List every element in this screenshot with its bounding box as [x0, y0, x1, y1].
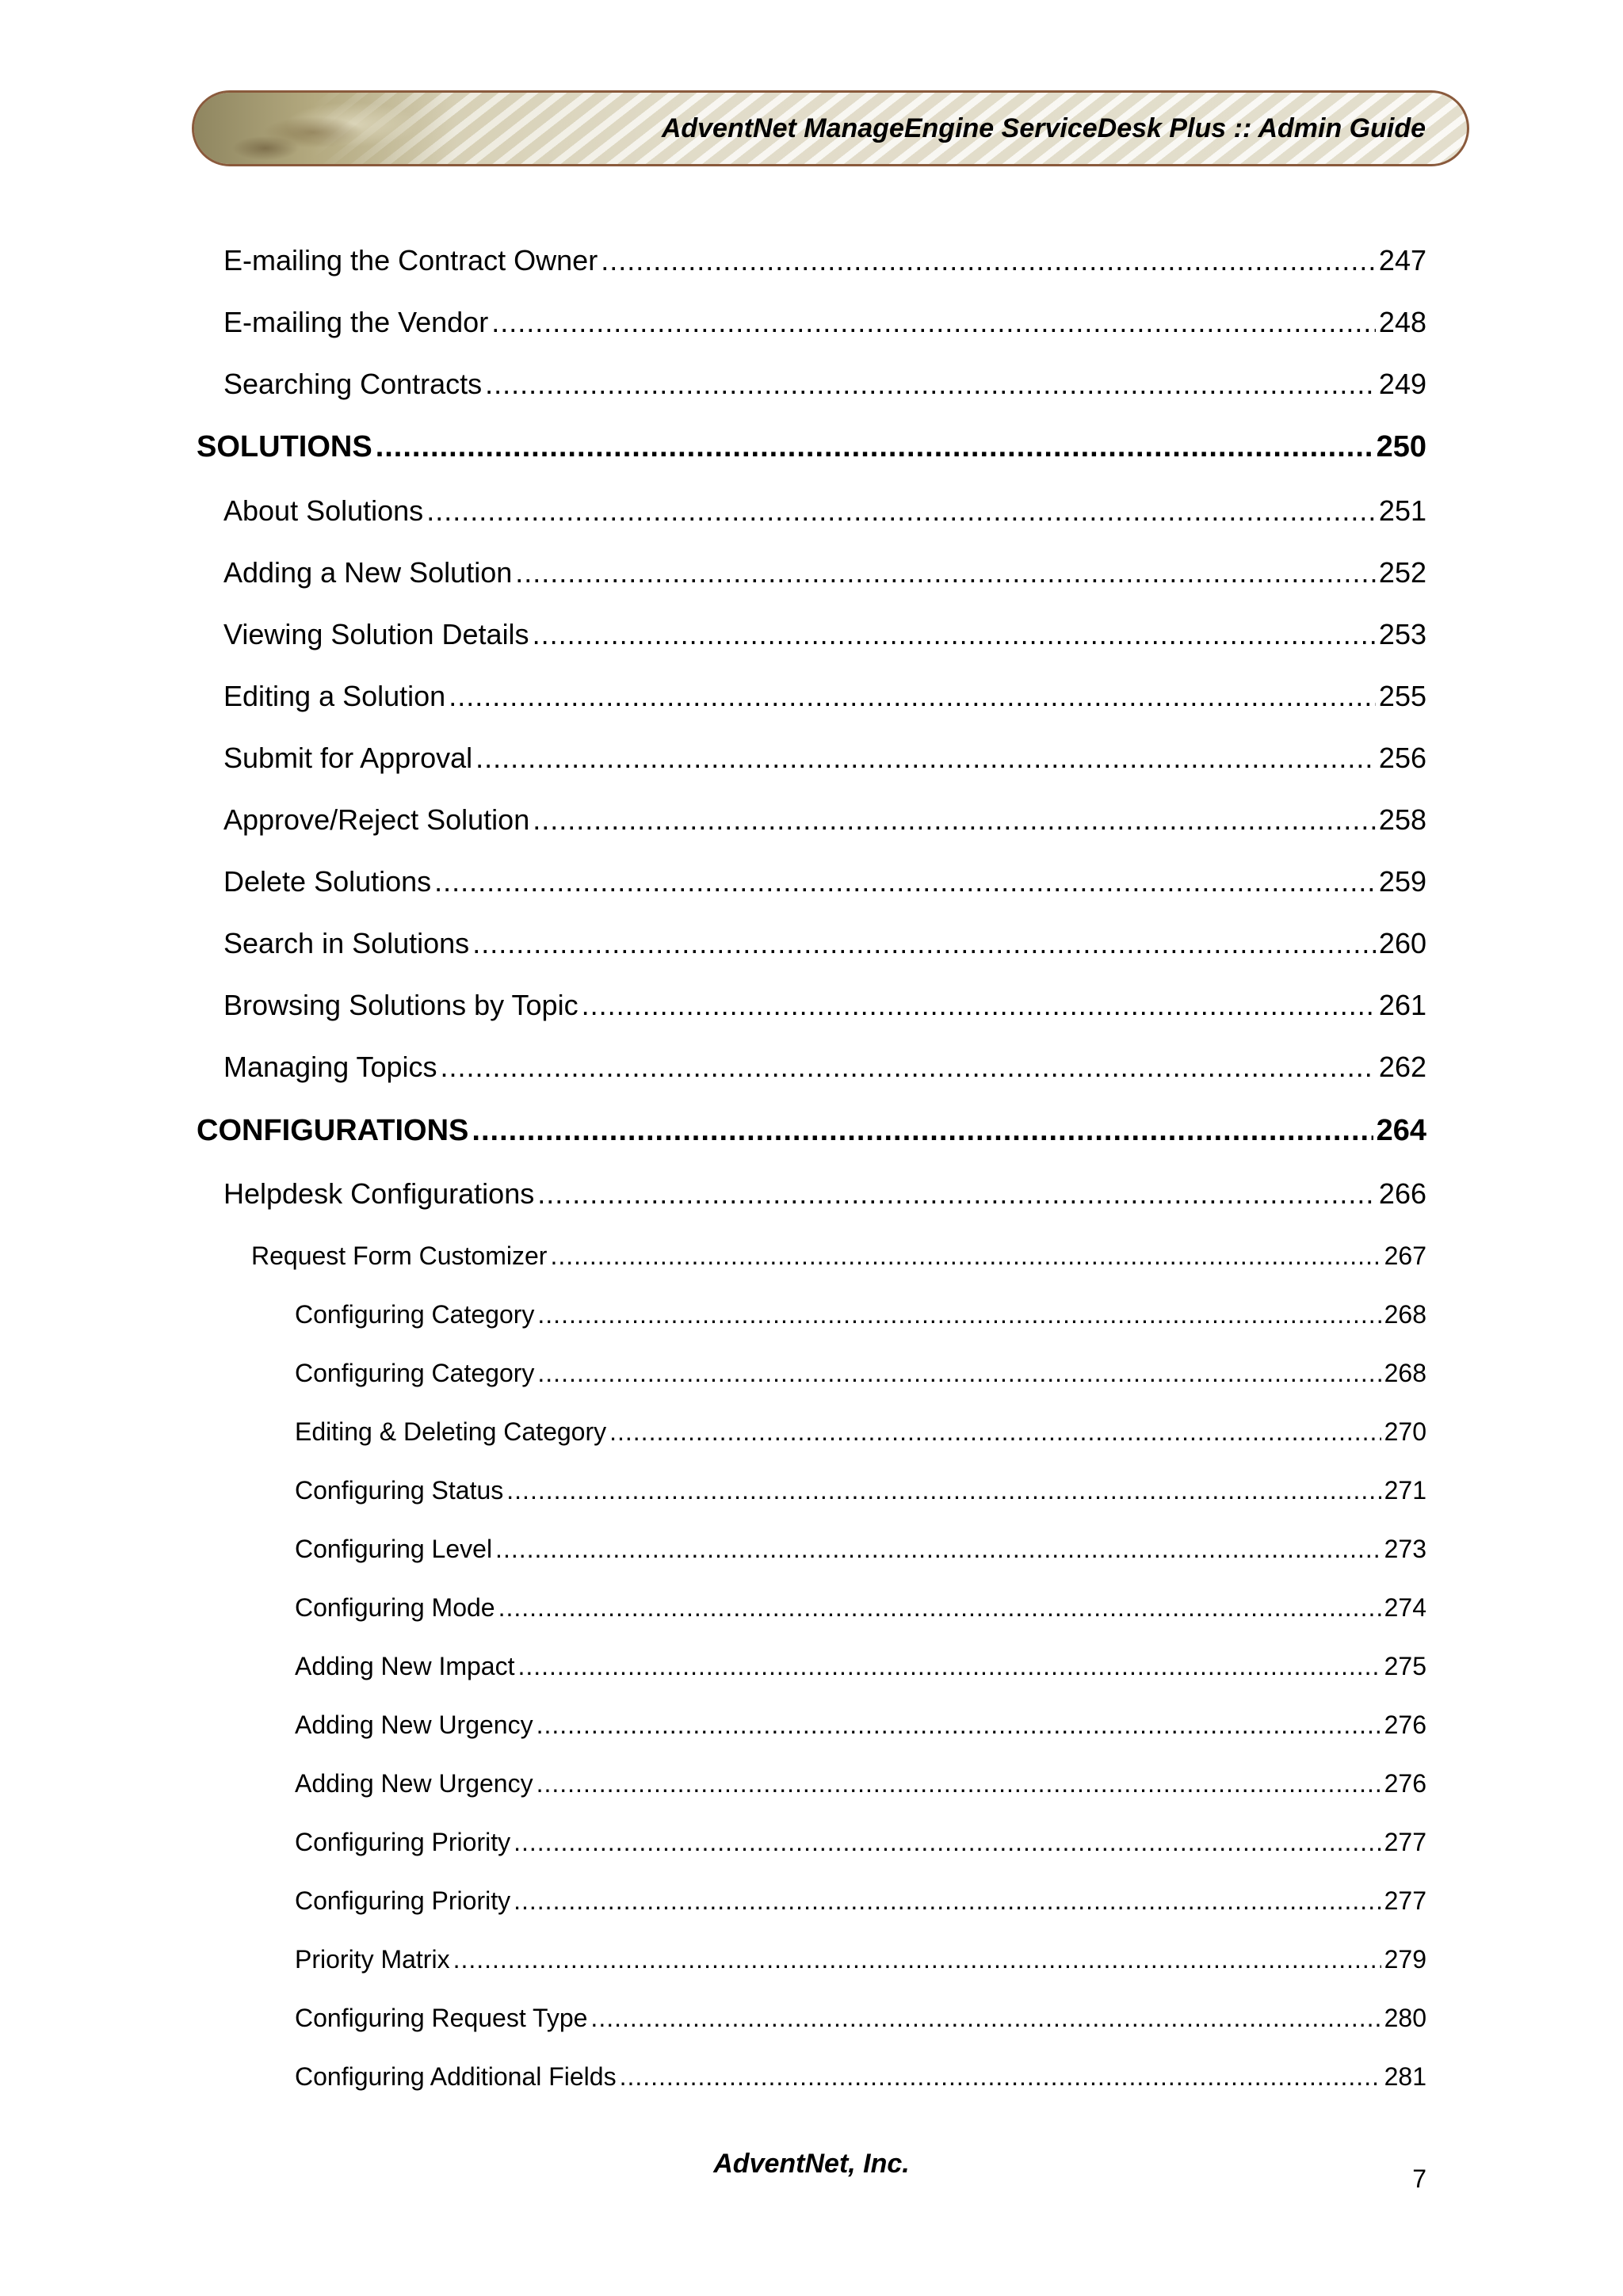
toc-entry[interactable]	[223, 368, 1426, 401]
toc-entry-page: 264	[1376, 1114, 1426, 1147]
toc-entry[interactable]	[295, 1652, 1426, 1681]
toc-entry[interactable]	[295, 1300, 1426, 1329]
toc-entry-page: 273	[1384, 1535, 1426, 1563]
header-banner	[192, 90, 1469, 166]
toc-entry-label: Search in Solutions	[223, 927, 470, 959]
toc-entry-page: 281	[1384, 2062, 1426, 2091]
toc-entry-label: Configuring Mode	[295, 1593, 495, 1622]
toc-entry-page: 252	[1378, 556, 1426, 589]
toc-entry-label: Helpdesk Configurations	[223, 1177, 535, 1210]
toc-entry-label: Configuring Priority	[295, 1828, 511, 1856]
toc-entry[interactable]	[223, 742, 1426, 775]
dot-leader	[537, 1769, 1381, 1798]
dot-leader	[426, 494, 1376, 528]
toc-entry[interactable]	[223, 494, 1426, 528]
toc-entry-label: Configuring Request Type	[295, 2004, 588, 2032]
toc-section-heading[interactable]	[197, 1114, 1426, 1148]
toc-entry-label: E-mailing the Contract Owner	[223, 244, 598, 277]
toc-entry[interactable]	[223, 803, 1426, 837]
toc-entry-page: 258	[1378, 803, 1426, 836]
toc-entry-page: 279	[1384, 1945, 1426, 1974]
banner-decorative-image	[194, 93, 456, 164]
toc-entry-page: 276	[1384, 1769, 1426, 1798]
toc-entry[interactable]	[295, 1945, 1426, 1974]
toc-entry[interactable]	[295, 1535, 1426, 1564]
toc-entry[interactable]	[295, 1417, 1426, 1447]
dot-leader	[441, 1051, 1376, 1084]
toc-entry-label: About Solutions	[223, 494, 424, 527]
toc-entry[interactable]	[295, 2062, 1426, 2092]
toc-entry-label: Configuring Priority	[295, 1886, 511, 1915]
toc-entry-label: Request Form Customizer	[251, 1241, 548, 1270]
dot-leader	[537, 1711, 1381, 1740]
toc-entry-page: 260	[1378, 927, 1426, 959]
toc-entry-page: 261	[1378, 989, 1426, 1021]
toc-entry[interactable]	[223, 1177, 1426, 1211]
toc-entry[interactable]	[295, 1476, 1426, 1505]
toc-entry-page: 266	[1378, 1177, 1426, 1210]
toc-entry-label: Adding a New Solution	[223, 556, 513, 589]
toc-entry-label: Editing a Solution	[223, 680, 446, 712]
toc-entry-page: 259	[1378, 865, 1426, 898]
toc-entry-page: 268	[1384, 1300, 1426, 1329]
toc-entry-label: Configuring Level	[295, 1535, 493, 1563]
toc-entry-page: 249	[1378, 368, 1426, 400]
dot-leader	[582, 989, 1376, 1022]
toc-entry-page: 275	[1384, 1652, 1426, 1680]
toc-entry-page: 253	[1378, 618, 1426, 650]
footer-company-name: AdventNet, Inc.	[713, 2149, 910, 2179]
toc-entry-label: Submit for Approval	[223, 742, 473, 774]
toc-entry[interactable]	[223, 618, 1426, 651]
dot-leader	[475, 742, 1376, 775]
toc-entry-page: 270	[1384, 1417, 1426, 1446]
toc-entry[interactable]	[295, 1886, 1426, 1916]
dot-leader	[491, 306, 1376, 339]
toc-entry-page: 267	[1384, 1241, 1426, 1270]
dot-leader	[537, 1300, 1381, 1329]
toc-entry-page: 256	[1378, 742, 1426, 774]
dot-leader	[472, 1114, 1373, 1148]
dot-leader	[515, 556, 1376, 589]
toc-entry[interactable]	[223, 865, 1426, 898]
dot-leader	[453, 1945, 1381, 1974]
toc-entry-label: Delete Solutions	[223, 865, 432, 898]
dot-leader	[537, 1359, 1381, 1388]
toc-entry[interactable]	[295, 1359, 1426, 1388]
toc-entry[interactable]	[295, 1593, 1426, 1623]
toc-entry-page: 277	[1384, 1886, 1426, 1915]
dot-leader	[550, 1241, 1381, 1271]
dot-leader	[620, 2062, 1381, 2092]
dot-leader	[434, 865, 1376, 898]
toc-entry-label: Browsing Solutions by Topic	[223, 989, 579, 1021]
toc-entry-page: 271	[1384, 1476, 1426, 1505]
dot-leader	[506, 1476, 1381, 1505]
toc-entry-label: Configuring Additional Fields	[295, 2062, 617, 2091]
toc-entry[interactable]	[223, 927, 1426, 960]
toc-entry[interactable]	[223, 989, 1426, 1022]
toc-entry-page: 268	[1384, 1359, 1426, 1387]
toc-entry[interactable]	[223, 306, 1426, 339]
dot-leader	[601, 244, 1376, 277]
dot-leader	[498, 1593, 1381, 1623]
dot-leader	[495, 1535, 1381, 1564]
toc-entry-label: Adding New Impact	[295, 1652, 515, 1680]
toc-entry-page: 250	[1376, 430, 1426, 463]
toc-entry-label: E-mailing the Vendor	[223, 306, 489, 338]
toc-entry[interactable]	[223, 556, 1426, 589]
toc-entry-page: 248	[1378, 306, 1426, 338]
toc-entry-label: Adding New Urgency	[295, 1769, 533, 1798]
toc-entry-label: Configuring Category	[295, 1359, 535, 1387]
toc-entry-page: 247	[1378, 244, 1426, 277]
toc-entry[interactable]	[295, 2004, 1426, 2033]
toc-entry-label: Adding New Urgency	[295, 1711, 533, 1739]
toc-entry-page: 274	[1384, 1593, 1426, 1622]
toc-entry[interactable]	[295, 1769, 1426, 1798]
toc-entry-label: Configuring Category	[295, 1300, 535, 1329]
toc-entry-page: 251	[1378, 494, 1426, 527]
dot-leader	[449, 680, 1376, 713]
toc-entry-page: 255	[1378, 680, 1426, 712]
toc-entry[interactable]	[295, 1828, 1426, 1857]
toc-entry-label: Managing Topics	[223, 1051, 437, 1083]
toc-entry-page: 262	[1378, 1051, 1426, 1083]
toc-entry-page: 276	[1384, 1711, 1426, 1739]
toc-entry-page: 280	[1384, 2004, 1426, 2032]
document-title: AdventNet ManageEngine ServiceDesk Plus :: Admin Guide	[661, 113, 1426, 143]
toc-entry[interactable]	[295, 1711, 1426, 1740]
toc-section-heading[interactable]	[197, 430, 1426, 464]
dot-leader	[533, 618, 1376, 651]
toc-entry[interactable]	[223, 244, 1426, 277]
toc-entry-label: Viewing Solution Details	[223, 618, 529, 650]
toc-entry[interactable]	[223, 1051, 1426, 1084]
dot-leader	[609, 1417, 1381, 1447]
toc-entry-page: 277	[1384, 1828, 1426, 1856]
toc-entry-label: Configuring Status	[295, 1476, 504, 1505]
toc-entry-label: CONFIGURATIONS	[197, 1114, 469, 1147]
dot-leader	[517, 1652, 1381, 1681]
toc-entry-label: Editing & Deleting Category	[295, 1417, 607, 1446]
toc-entry-label: Priority Matrix	[295, 1945, 450, 1974]
dot-leader	[537, 1177, 1376, 1211]
dot-leader	[590, 2004, 1381, 2033]
toc-entry-label: SOLUTIONS	[197, 430, 372, 463]
dot-leader	[514, 1828, 1381, 1857]
dot-leader	[533, 803, 1376, 837]
toc-entry[interactable]	[251, 1241, 1426, 1271]
page-number: 7	[1412, 2164, 1426, 2193]
toc-entry[interactable]	[223, 680, 1426, 713]
dot-leader	[376, 430, 1373, 464]
dot-leader	[472, 927, 1376, 960]
dot-leader	[485, 368, 1376, 401]
toc-entry-label: Searching Contracts	[223, 368, 483, 400]
toc-entry-label: Approve/Reject Solution	[223, 803, 530, 836]
dot-leader	[514, 1886, 1381, 1916]
